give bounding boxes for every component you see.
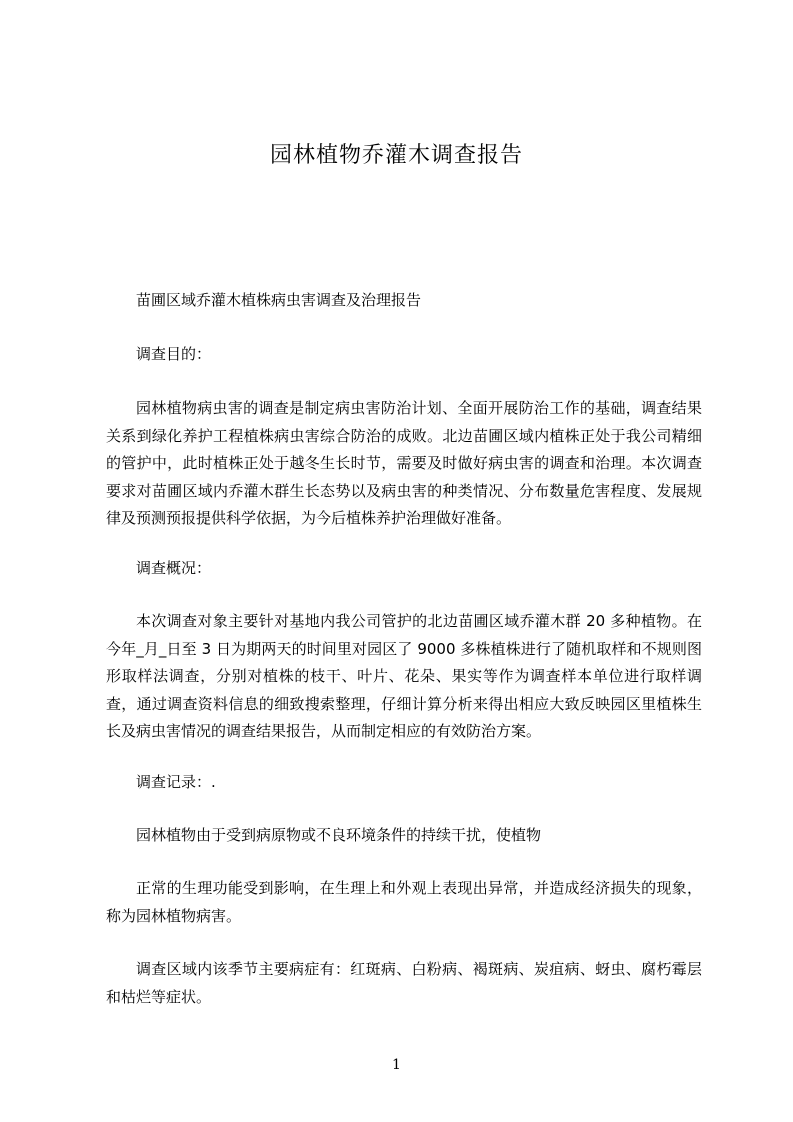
page-number: 1 (392, 1057, 401, 1073)
overview-paragraph: 本次调查对象主要针对基地内我公司管护的北边苗圃区域乔灌木群 20 多种植物。在今年_月_日至 3 日为期两天的时间里对园区了 9000 多株植株进行了随机取样和不规则图形取样法调查，分别对植株的枝干、叶片、花朵、果实等作为调查样本单位进行取样调查，通过调查资料信息的细致搜索整理，仔细计算分析来得出相应大致反映园区里植株生长及病虫害情况的调查结果报告，从而制定相应的有效防治方案。 (106, 612, 702, 740)
document-title: 园林植物乔灌木调查报告 (269, 143, 523, 168)
report-subtitle: 苗圃区域乔灌木植株病虫害调查及治理报告 (136, 291, 422, 309)
purpose-paragraph: 园林植物病虫害的调查是制定病虫害防治计划、全面开展防治工作的基础，调查结果关系到绿化养护工程植株病虫害综合防治的成败。北边苗圃区域内植株正处于我公司精细的管护中，此时植株正处于越冬生长时节，需要及时做好病虫害的调查和治理。本次调查要求对苗圃区域内乔灌木群生长态势以及病虫害的种类情况、分布数量危害程度、发展规律及预测预报提供科学依据，为今后植株养护治理做好准备。 (106, 399, 702, 527)
purpose-heading: 调查目的： (136, 345, 212, 363)
record-heading: 调查记录：. (136, 773, 216, 791)
record-paragraph-2: 正常的生理功能受到影响，在生理上和外观上表现出异常，并造成经济损失的现象，称为园林植物病害。 (106, 879, 702, 925)
record-paragraph-1: 园林植物由于受到病原物或不良环境条件的持续干扰，使植物 (136, 826, 542, 844)
overview-heading: 调查概况： (136, 559, 212, 577)
record-paragraph-3: 调查区域内该季节主要病症有：红斑病、白粉病、褐斑病、炭疽病、蚜虫、腐朽霉层和枯烂等症状。 (106, 960, 702, 1006)
